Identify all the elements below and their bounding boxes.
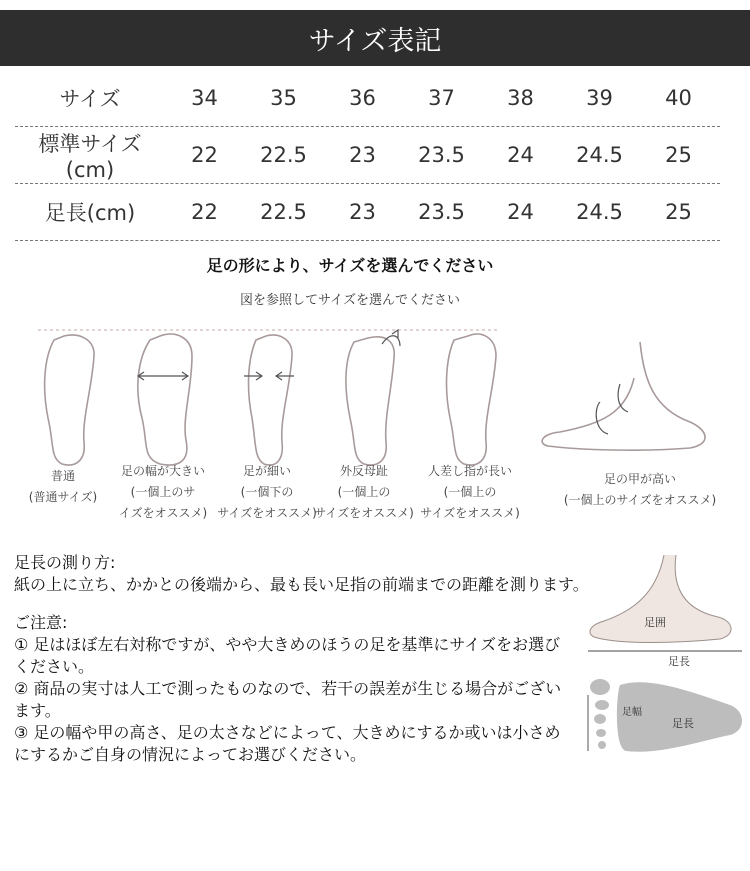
table-cell: 24	[507, 200, 534, 224]
foot-guide-title: 足の形により、サイズを選んでください	[206, 256, 494, 275]
size-header	[0, 10, 750, 66]
caption-line: (一個下の	[240, 485, 294, 499]
caption-line: 足の甲が高い	[603, 472, 676, 486]
measure-illustration	[580, 555, 750, 785]
table-cell: 22.5	[260, 200, 307, 224]
instep-mark-icon	[596, 384, 628, 434]
narrow-arrow-icon	[244, 372, 294, 380]
girth-label: 足囲	[644, 616, 666, 629]
table-cell: 22	[191, 143, 218, 167]
table-cell: 22	[191, 200, 218, 224]
row-label: 標準サイズ(cm)	[38, 132, 142, 182]
length-label: 足長	[668, 655, 690, 668]
notes-section	[14, 552, 654, 766]
caption-line: 足が細い	[242, 464, 291, 478]
row-label: 足長(cm)	[44, 201, 136, 225]
toe-prints-icon	[590, 679, 610, 749]
table-cell: 39	[586, 86, 613, 110]
foot-length-row	[15, 184, 720, 241]
width-arrow-icon	[138, 372, 188, 380]
table-cell: 24	[507, 143, 534, 167]
caption-line: (一個上の	[443, 485, 497, 499]
table-cell: 24.5	[576, 200, 623, 224]
length2-label: 足長	[672, 717, 694, 730]
caption-line: イズをオススメ)	[118, 506, 208, 520]
caption-line: 普通	[50, 469, 75, 483]
table-cell: 25	[665, 143, 692, 167]
table-cell: 22.5	[260, 143, 307, 167]
measure-body: 紙の上に立ち、かかとの後端から、最も長い足指の前端までの距離を測ります。	[14, 575, 589, 594]
foot-outline-normal-icon	[45, 335, 94, 465]
caption-line: 足の幅が大きい	[120, 464, 205, 478]
caption-line: サイズをオススメ)	[217, 506, 317, 520]
table-cell: 40	[665, 86, 692, 110]
caption-line: (一個上のサイズをオススメ)	[563, 493, 717, 507]
foot-type-wide-caption	[113, 461, 213, 524]
caption-line: 外反母趾	[339, 464, 388, 478]
foot-outline-long-toe-icon	[447, 334, 496, 465]
table-cell: 34	[191, 86, 218, 110]
foot-side-view-icon	[542, 342, 705, 450]
caption-line: (普通サイズ)	[28, 490, 98, 504]
size-row	[15, 70, 720, 127]
table-cell: 35	[270, 86, 297, 110]
foot-type-long-toe-caption	[420, 461, 520, 524]
foot-outline-bunion-icon	[346, 337, 394, 465]
size-table	[15, 70, 720, 241]
table-cell: 24.5	[576, 143, 623, 167]
table-cell: 36	[349, 86, 376, 110]
caption-line: サイズをオススメ)	[420, 506, 520, 520]
caption-line: (一個上のサ	[130, 485, 196, 499]
width-label: 足幅	[622, 707, 642, 718]
note-item: ② 商品の実寸は人工で測ったものなので、若干の誤差が生じる場合がございます。	[14, 679, 562, 720]
table-cell: 23	[349, 200, 376, 224]
notes-title: ご注意:	[14, 613, 68, 632]
caption-line: (一個上の	[337, 485, 391, 499]
foot-side-measure-icon	[590, 555, 731, 643]
measure-diagram	[580, 555, 750, 785]
standard-size-row	[15, 127, 720, 184]
table-cell: 23.5	[418, 143, 465, 167]
foot-outline-narrow-icon	[249, 335, 293, 465]
foot-outline-wide-icon	[138, 334, 192, 465]
row-label: サイズ	[59, 87, 121, 111]
size-header-title: サイズ表記	[308, 25, 442, 57]
foot-type-narrow-caption	[212, 461, 322, 524]
foot-type-bunion-caption	[314, 461, 414, 524]
measure-title: 足長の測り方:	[14, 553, 116, 572]
table-cell: 37	[428, 86, 455, 110]
table-cell: 23	[349, 143, 376, 167]
table-cell: 23.5	[418, 200, 465, 224]
note-item: ③ 足の幅や甲の高さ、足の太さなどによって、大きめにするか或いは小さめにするかご自身の情況によってお選びください。	[14, 723, 561, 764]
caption-line: サイズをオススメ)	[314, 506, 414, 520]
table-cell: 25	[665, 200, 692, 224]
note-item: ① 足はほぼ左右対称ですが、やや大きめのほうの足を基準にサイズをお選びください。	[14, 635, 561, 676]
table-cell: 38	[507, 86, 534, 110]
foot-type-high-instep-caption	[560, 469, 720, 511]
caption-line: 人差し指が長い	[427, 464, 512, 478]
foot-type-normal-caption	[18, 466, 108, 508]
foot-guide-subtitle: 図を参照してサイズを選んでください	[240, 293, 460, 308]
